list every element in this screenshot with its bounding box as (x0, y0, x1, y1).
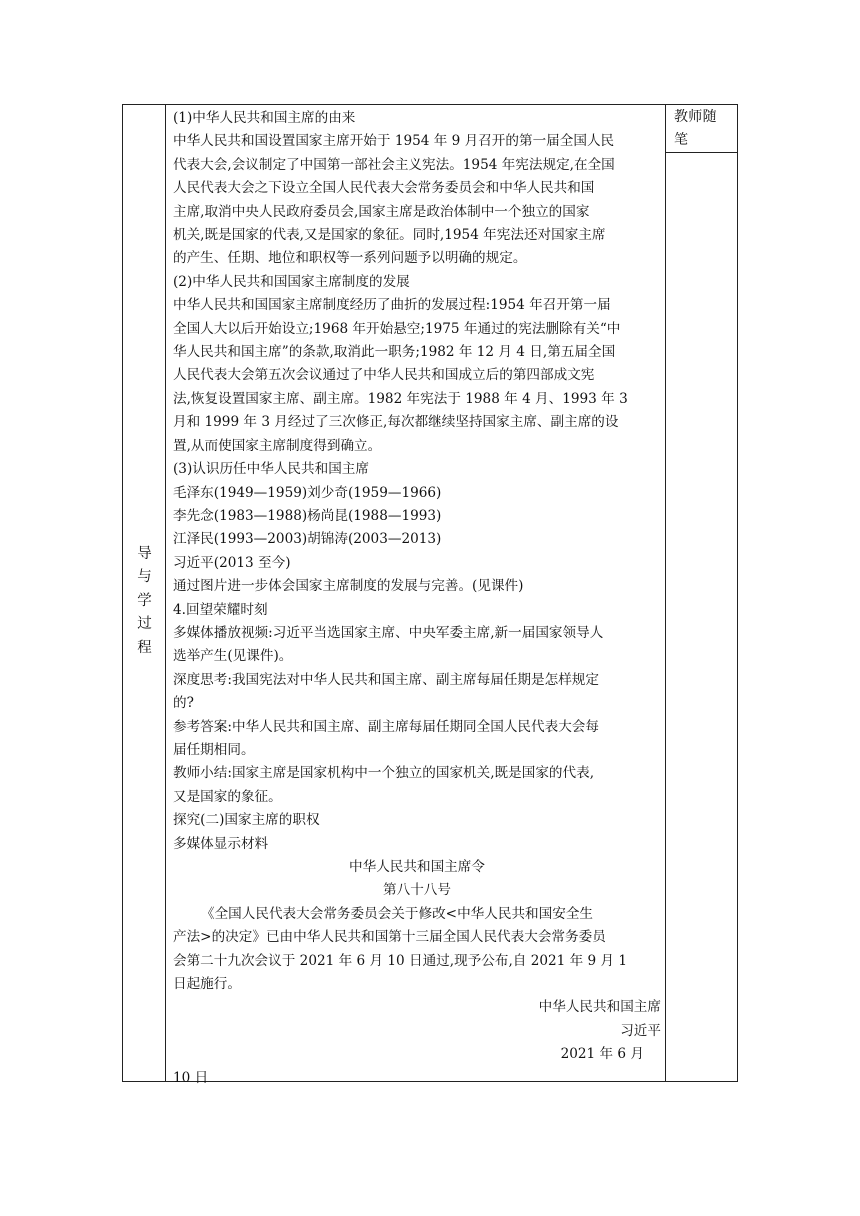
content-line: 又是国家的象征。 (173, 788, 282, 805)
content-line: 法,恢复设置国家主席、副主席。1982 年宪法于 1988 年 4 月、1993 年 3 (173, 390, 628, 407)
content-line: 多媒体显示材料 (173, 835, 269, 852)
decree-signer-title: 中华人民共和国主席 (538, 999, 661, 1016)
stage-char: 过 (137, 616, 152, 633)
decree-body-line: 会第二十九次会议于 2021 年 6 月 10 日通过,现予公布,自 2021 年 9 月 1 (173, 952, 628, 969)
content-line: 选举产生(见课件)。 (173, 648, 293, 665)
content-line: 江泽民(1993—2003)胡锦涛(2003—2013) (173, 531, 442, 548)
content-line: 多媒体播放视频:习近平当选国家主席、中央军委主席,新一届国家领导人 (173, 624, 604, 641)
content-line: 探究(二)国家主席的职权 (173, 812, 320, 829)
content-line: 毛泽东(1949—1959)刘少奇(1959—1966) (173, 484, 442, 501)
content-column (166, 105, 666, 1086)
decree-body-line: 《全国人民代表大会常务委员会关于修改<中华人民共和国安全生 (201, 905, 594, 922)
teacher-notes-header (666, 105, 737, 153)
decree-signer-name: 习近平 (620, 1022, 661, 1039)
content-line: (2)中华人民共和国国家主席制度的发展 (173, 273, 410, 290)
content-line: 教师小结:国家主席是国家机构中一个独立的国家机关,既是国家的代表, (173, 765, 595, 782)
content-line: 通过图片进一步体会国家主席制度的发展与完善。(见课件) (173, 578, 524, 595)
content-line: (1)中华人民共和国主席的由来 (173, 110, 356, 126)
notes-header-line: 笔 (674, 132, 689, 149)
content-line: 习近平(2013 至今) (173, 554, 291, 571)
content-line: (3)认识历任中华人民共和国主席 (173, 461, 369, 478)
stage-char: 与 (137, 569, 152, 586)
decree-number: 第八十八号 (383, 882, 451, 899)
stage-char: 导 (137, 546, 152, 562)
content-line: 李先念(1983—1988)杨尚昆(1988—1993) (173, 507, 442, 524)
content-line: 参考答案:中华人民共和国主席、副主席每届任期同全国人民代表大会每 (173, 718, 599, 735)
decree-date-day: 10 日 (173, 1069, 209, 1086)
content-line: 人民代表大会之下设立全国人民代表大会常务委员会和中华人民共和国 (173, 180, 595, 197)
content-line: 4.回望荣耀时刻 (173, 601, 268, 618)
content-line: 中华人民共和国国家主席制度经历了曲折的发展过程:1954 年召开第一届 (173, 297, 611, 314)
lesson-content (166, 105, 665, 1090)
content-line: 的? (173, 695, 194, 712)
content-line: 月和 1999 年 3 月经过了三次修正,每次都继续坚持国家主席、副主席的设 (173, 414, 619, 431)
lesson-table (122, 104, 738, 1086)
content-line: 置,从而使国家主席制度得到确立。 (173, 437, 382, 454)
stage-column (123, 105, 166, 1081)
content-line: 中华人民共和国设置国家主席开始于 1954 年 9 月召开的第一届全国人民 (173, 133, 615, 150)
stage-char: 程 (137, 639, 152, 656)
content-line: 全国人大以后开始设立;1968 年开始悬空;1975 年通过的宪法删除有关“中 (173, 320, 621, 337)
content-line: 主席,取消中央人民政府委员会,国家主席是政治体制中一个独立的国家 (173, 203, 590, 220)
decree-title: 中华人民共和国主席令 (349, 859, 485, 875)
notes-header-line: 教师随 (674, 109, 717, 125)
teacher-notes-column (666, 105, 737, 1081)
content-line: 的产生、任期、地位和职权等一系列问题予以明确的规定。 (173, 250, 527, 267)
content-line: 代表大会,会议制定了中国第一部社会主义宪法。1954 年宪法规定,在全国 (173, 156, 615, 173)
decree-date: 2021 年 6 月 (560, 1046, 644, 1063)
content-line: 机关,既是国家的代表,又是国家的象征。同时,1954 年宪法还对国家主席 (173, 227, 606, 244)
decree-body-line: 日起施行。 (173, 976, 241, 993)
content-line: 人民代表大会第五次会议通过了中华人民共和国成立后的第四部成文宪 (173, 367, 595, 384)
content-line: 华人民共和国主席”的条款,取消此一职务;1982 年 12 月 4 日,第五届全国 (173, 344, 616, 361)
stage-label (123, 543, 166, 660)
decree-body-line: 产法>的决定》已由中华人民共和国第十三届全国人民代表大会常务委员 (173, 929, 606, 946)
content-line: 届任期相同。 (173, 741, 255, 758)
content-line: 深度思考:我国宪法对中华人民共和国主席、副主席每届任期是怎样规定 (173, 671, 599, 688)
stage-char: 学 (137, 592, 152, 609)
